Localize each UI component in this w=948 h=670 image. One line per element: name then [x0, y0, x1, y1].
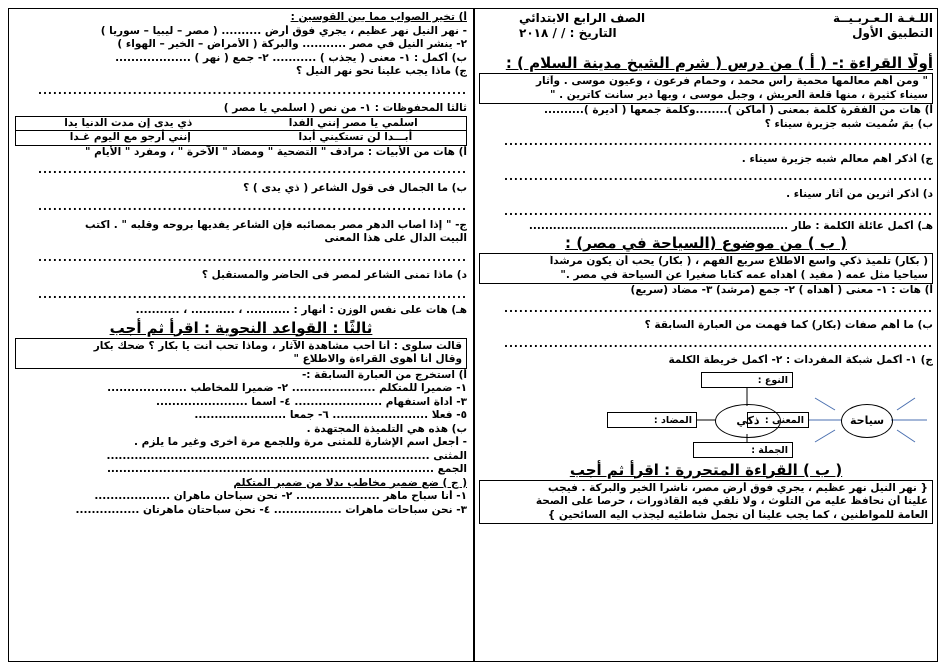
tourism-word-oval: سياحة [841, 404, 893, 438]
answer-line: ...................................................................................... [503, 136, 933, 148]
question-b2: ب) ما أهم صفات (بكار) كما فهمت من العبارة السابقة ؟ [644, 319, 933, 331]
answer-line: ...................................................................................... [37, 251, 467, 264]
question-poem-b: ب) ما الجمال فى قول الشاعر ( ذي يدى ) ؟ [243, 181, 467, 194]
choice-1: - نهر النيل نهر عظيم ، يجري فوق أرض .......... ( مصر – ليبيا – سوريا ) [100, 24, 467, 37]
worksheet [8, 8, 938, 662]
section-reading-title: أولًا القراءة :- ( أ ) من درس ( شرم الشيخ مدينة السلام ) : [505, 54, 933, 72]
poem-hemistich: ذي يدى إن مدت الدنيا يدا [64, 116, 193, 129]
passage-line: سياحياً مثل عمه ( مفيد ) أهداه عمه كتاباً صغيراً عن السياحة في مصر ." [560, 268, 928, 281]
question-poem-d: د) ماذا تمنى الشاعر لمصر فى الحاضر والمستقبل ؟ [201, 269, 467, 281]
passage-line: { نهر النيل نهر عظيم ، يجري فوق أرض مصر، ناشرا الخير والبركة . فيجب [548, 481, 928, 494]
passage-line: قالت سلوى : أنا أحب مشاهدة الآثار ، وماذا تحب أنت يا بكار ؟ ضحك بكار [93, 339, 462, 352]
poem-hemistich: اسلمي يا مصر إنني الفدا [288, 116, 418, 129]
question-poem-c-cont: البيت الدال على هذا المعنى [324, 232, 467, 244]
question-a2: أ) هات : ١- معنى ( أهداه ) ٢- جمع (مرشد) ٣- مضاد (سريع) [630, 284, 933, 296]
pronoun-3-4: ٣- نحن سباحات ماهرات ................. ٤- نحن سباحتان ماهرتان ................ [75, 503, 467, 516]
question-b1: ب) بمَ سُميت شبه جزيرة سيناء ؟ [764, 117, 933, 130]
grammar-passage [15, 338, 467, 369]
poem-verse [16, 130, 466, 145]
question-c2: ج) ١- أكمل شبكة المفردات : ٢- أكمل خريطة الكلمة [668, 354, 933, 366]
column-divider [473, 9, 475, 661]
passage-line: وقال أنا أهوى القراءة والاطلاع " [293, 353, 462, 365]
answer-line: ...................................................................................... [37, 201, 467, 213]
poem-hemistich: أبـــدا لن تستكيني أبدا [298, 131, 413, 143]
passage-nile [479, 480, 933, 525]
passage-line: سيناء كثيرة ، منها قلعة العريش ، وجبل موسى ، وبها دير سانت كاترين . " [549, 88, 928, 101]
header-row-1 [479, 11, 933, 26]
section-tourism-title: ( ب ) من موضوع (السياحة في مصر) : [565, 234, 847, 252]
date-label: التاريخ : / / ٢٠١٨ [519, 26, 617, 40]
antonym-box: المضاد : [607, 412, 697, 428]
question-extract: أ) استخرج من العبارة السابقة :- [301, 368, 467, 381]
passage-line: ( بكار) تلميذ ذكي واسع الاطلاع سريع الفهم ، ( بكار) يحب أن يكون مرشداً [549, 255, 928, 267]
answer-line: ...................................................................................... [503, 337, 933, 350]
type-box: النوع : [701, 372, 793, 388]
answer-line: ...................................................................................... [37, 164, 467, 176]
question-demonstrative: ب) هذه هي التلميذة المجتهدة . [306, 422, 467, 435]
passage-bakkar [479, 253, 933, 284]
answer-line: ...................................................................................... [37, 84, 467, 97]
question-nile: ج) ماذا يجب علينا نحو نهر النيل ؟ [295, 65, 467, 77]
question-a1: أ) هات من الفقرة كلمة بمعنى ( أماكن )........وكلمة جمعها ( أديرة ).......... [544, 104, 933, 116]
right-column [479, 11, 933, 524]
memorization-title: ثالثا المحفوظات : ١- من نص ( اسلمي يا مصر ) [223, 102, 467, 114]
question-poem-a: أ) هات من الأبيات : مرادف " التضحية " ومضاد " الآخرة " ، ومفرد " الأيام " [85, 145, 467, 158]
passage-sinai [479, 73, 933, 104]
sentence-box: الجملة : [693, 442, 793, 458]
extract-3-4: ٣- أداة استفهام ...................... ٤- اسما ....................... [155, 395, 467, 408]
question-pronoun: ( ج ) ضع ضمير مخاطب بدلا من ضمير المتكلم [233, 476, 467, 489]
question-d1: د) أذكر أثرين من آثار سيناء . [786, 187, 933, 200]
question-poem-h: هـ) هات على نفس الوزن : أنهار : ........... ، ........... ، ........... [135, 304, 467, 316]
question-poem-c: ج- " إذا أصاب الدهر مصر بمصائبه فإن الشاعر يفديها بروحه وقلبه " . اكتب [85, 218, 467, 231]
header-row-2 [479, 26, 933, 41]
passage-line: " ومن أهم معالمها محمية رأس محمد ، وحمام فرعون ، وعيون موسى . وآثار [535, 75, 928, 87]
meaning-box: المعنى : [747, 412, 809, 428]
question-complete: ب) أكمل : ١- معنى ( يجذب ) ........... ٢- جمع ( نهر ) ................... [115, 51, 467, 64]
subject-label: اللـغـة الـعـربـيــة [833, 11, 933, 25]
question-c1: ج) أذكر أهم معالم شبه جزيرة سيناء . [741, 152, 933, 165]
extract-1-2: ١- ضميرا للمتكلم ..................... ٢- ضميرا للمخاطب .................... [107, 382, 467, 394]
poem-verse [16, 117, 466, 131]
question-h1: هـ) أكمل عائلة الكلمة : طار ................................................................. [528, 219, 933, 232]
left-column [15, 11, 467, 517]
answer-line: ...................................................................................... [503, 206, 933, 218]
poem-box [15, 116, 467, 146]
answer-line: ...................................................................................... [503, 171, 933, 183]
question-demonstrative-instruction: - أجعل اسم الإشارة للمثنى مرة وللجمع مرة أخرى وغير ما يلزم . [134, 436, 467, 448]
choice-2: ٢- ينشر النيل في مصر ........... والبركة ( الأمراض – الخير – الهواء ) [117, 38, 467, 50]
section-free-reading-title: ( ب ) القراءة المتحررة : اقرأ ثم أجب [569, 460, 843, 479]
center-word-oval: ذكي [715, 404, 781, 438]
passage-line: علينا أن نحافظ عليه من التلوث ، ولا نلقي فيه القاذورات ، حرصا على الصحة [535, 495, 928, 507]
passage-line: العامة للمواطنين ، كما يجب علينا أن نجمل شاطئيه ليجذب اليه السائحين } [547, 508, 928, 521]
vocabulary-diagram [479, 370, 933, 458]
answer-line: ...................................................................................... [37, 288, 467, 301]
test-label: التطبيق الأول [852, 26, 933, 40]
poem-hemistich: إنني أرجو مع اليوم غـدا [69, 131, 191, 143]
extract-5-6: ٥- فعلا ........................ ٦- جمعا ....................... [194, 409, 467, 421]
grammar-title [15, 318, 467, 338]
pronoun-1-2: ١- أنا سباح ماهر ..................... ٢- نحن سباحان ماهران ................... [94, 490, 467, 502]
grammar-title-text: ثالثًا : القواعد النحوية : اقرأ ثم أجب [109, 318, 373, 337]
dual-answer: المثنى ................................................................................. [106, 449, 467, 462]
question-choose: أ) تخير الصواب مما بين القوسين : [290, 11, 467, 23]
plural-answer: الجمع .................................................................................. [106, 463, 467, 475]
answer-line: ...................................................................................... [503, 302, 933, 315]
grade-label: الصف الرابع الابتدائي [519, 11, 646, 25]
